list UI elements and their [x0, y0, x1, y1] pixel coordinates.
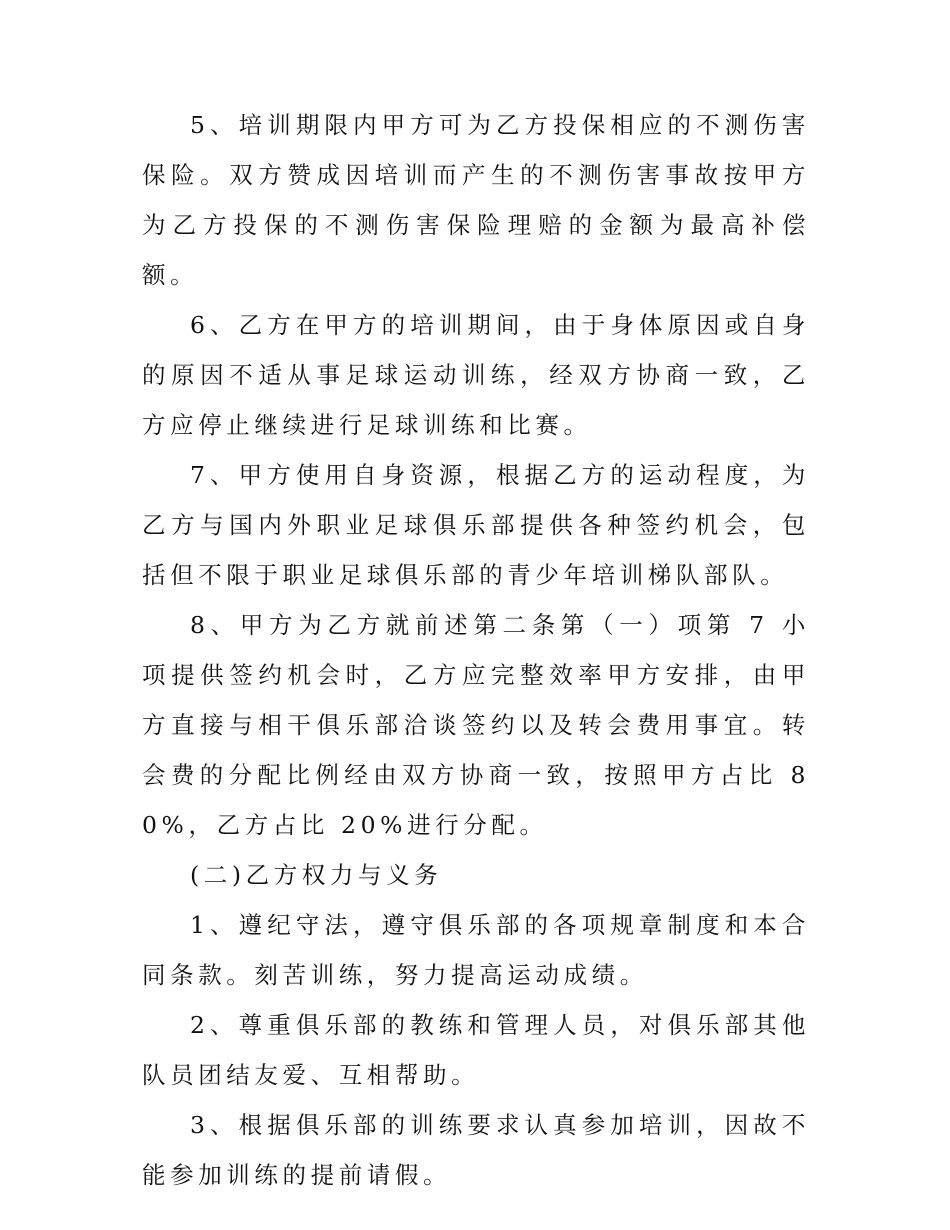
paragraph-clause-5: 5、培训期限内甲方可为乙方投保相应的不测伤害保险。双方赞成因培训而产生的不测伤害事故按甲方为乙方投保的不测伤害保险理赔的金额为最高补偿额。 [142, 111, 810, 289]
paragraph-clause-7: 7、甲方使用自身资源，根据乙方的运动程度，为乙方与国内外职业足球俱乐部提供各种签约机会，包括但不限于职业足球俱乐部的青少年培训梯队部队。 [142, 461, 810, 589]
paragraph-party-b-3: 3、根据俱乐部的训练要求认真参加培训，因故不能参加训练的提前请假。 [142, 1111, 810, 1189]
paragraph-clause-8: 8、甲方为乙方就前述第二条第（一）项第 7 小项提供签约机会时，乙方应完整效率甲方安排，由甲方直接与相干俱乐部洽谈签约以及转会费用事宜。转会费的分配比例经由双方协商一致，按照甲方占比 80%，乙方占比 20%进行分配。 [142, 611, 810, 839]
paragraph-clause-6: 6、乙方在甲方的培训期间，由于身体原因或自身的原因不适从事足球运动训练，经双方协商一致，乙方应停止继续进行足球训练和比赛。 [142, 311, 810, 439]
document-page [142, 100, 810, 1200]
section-heading-party-b-rights: (二)乙方权力与义务 [190, 861, 443, 889]
paragraph-party-b-1: 1、遵纪守法，遵守俱乐部的各项规章制度和本合同条款。刻苦训练，努力提高运动成绩。 [142, 911, 810, 989]
paragraph-party-b-2: 2、尊重俱乐部的教练和管理人员，对俱乐部其他队员团结友爱、互相帮助。 [142, 1011, 810, 1089]
